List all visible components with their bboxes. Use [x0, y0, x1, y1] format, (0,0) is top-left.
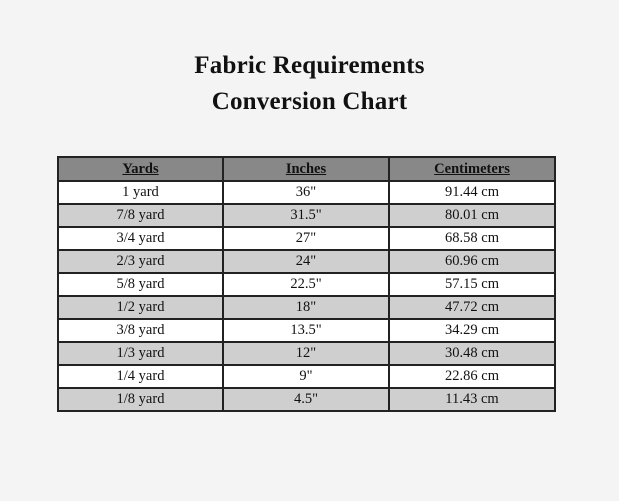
cell-centimeters: 47.72 cm [389, 296, 555, 319]
column-header-inches: Inches [223, 157, 389, 181]
conversion-table [57, 156, 556, 412]
page-subtitle: Conversion Chart [211, 88, 408, 115]
cell-inches: 12" [223, 342, 389, 365]
column-header-centimeters: Centimeters [389, 157, 555, 181]
cell-inches: 27" [223, 227, 389, 250]
cell-inches: 4.5" [223, 388, 389, 411]
cell-centimeters: 22.86 cm [389, 365, 555, 388]
cell-inches: 31.5" [223, 204, 389, 227]
page-title: Fabric Requirements [194, 52, 425, 79]
table-row [58, 204, 555, 227]
cell-yards: 1/3 yard [58, 342, 223, 365]
cell-inches: 9" [223, 365, 389, 388]
column-header-yards: Yards [58, 157, 223, 181]
cell-inches: 24" [223, 250, 389, 273]
table-row [58, 388, 555, 411]
cell-yards: 1 yard [58, 181, 223, 204]
cell-centimeters: 34.29 cm [389, 319, 555, 342]
cell-inches: 18" [223, 296, 389, 319]
cell-yards: 5/8 yard [58, 273, 223, 296]
header-row [58, 157, 555, 181]
table-row [58, 181, 555, 204]
cell-yards: 1/8 yard [58, 388, 223, 411]
cell-centimeters: 57.15 cm [389, 273, 555, 296]
cell-inches: 22.5" [223, 273, 389, 296]
cell-centimeters: 91.44 cm [389, 181, 555, 204]
cell-yards: 1/2 yard [58, 296, 223, 319]
cell-centimeters: 68.58 cm [389, 227, 555, 250]
cell-inches: 36" [223, 181, 389, 204]
cell-inches: 13.5" [223, 319, 389, 342]
table-row [58, 227, 555, 250]
cell-yards: 2/3 yard [58, 250, 223, 273]
cell-yards: 7/8 yard [58, 204, 223, 227]
cell-centimeters: 30.48 cm [389, 342, 555, 365]
cell-yards: 3/8 yard [58, 319, 223, 342]
cell-yards: 1/4 yard [58, 365, 223, 388]
cell-centimeters: 11.43 cm [389, 388, 555, 411]
cell-centimeters: 80.01 cm [389, 204, 555, 227]
table-row [58, 250, 555, 273]
cell-centimeters: 60.96 cm [389, 250, 555, 273]
table-row [58, 342, 555, 365]
table-row [58, 273, 555, 296]
table-row [58, 296, 555, 319]
table-row [58, 319, 555, 342]
table-row [58, 365, 555, 388]
cell-yards: 3/4 yard [58, 227, 223, 250]
